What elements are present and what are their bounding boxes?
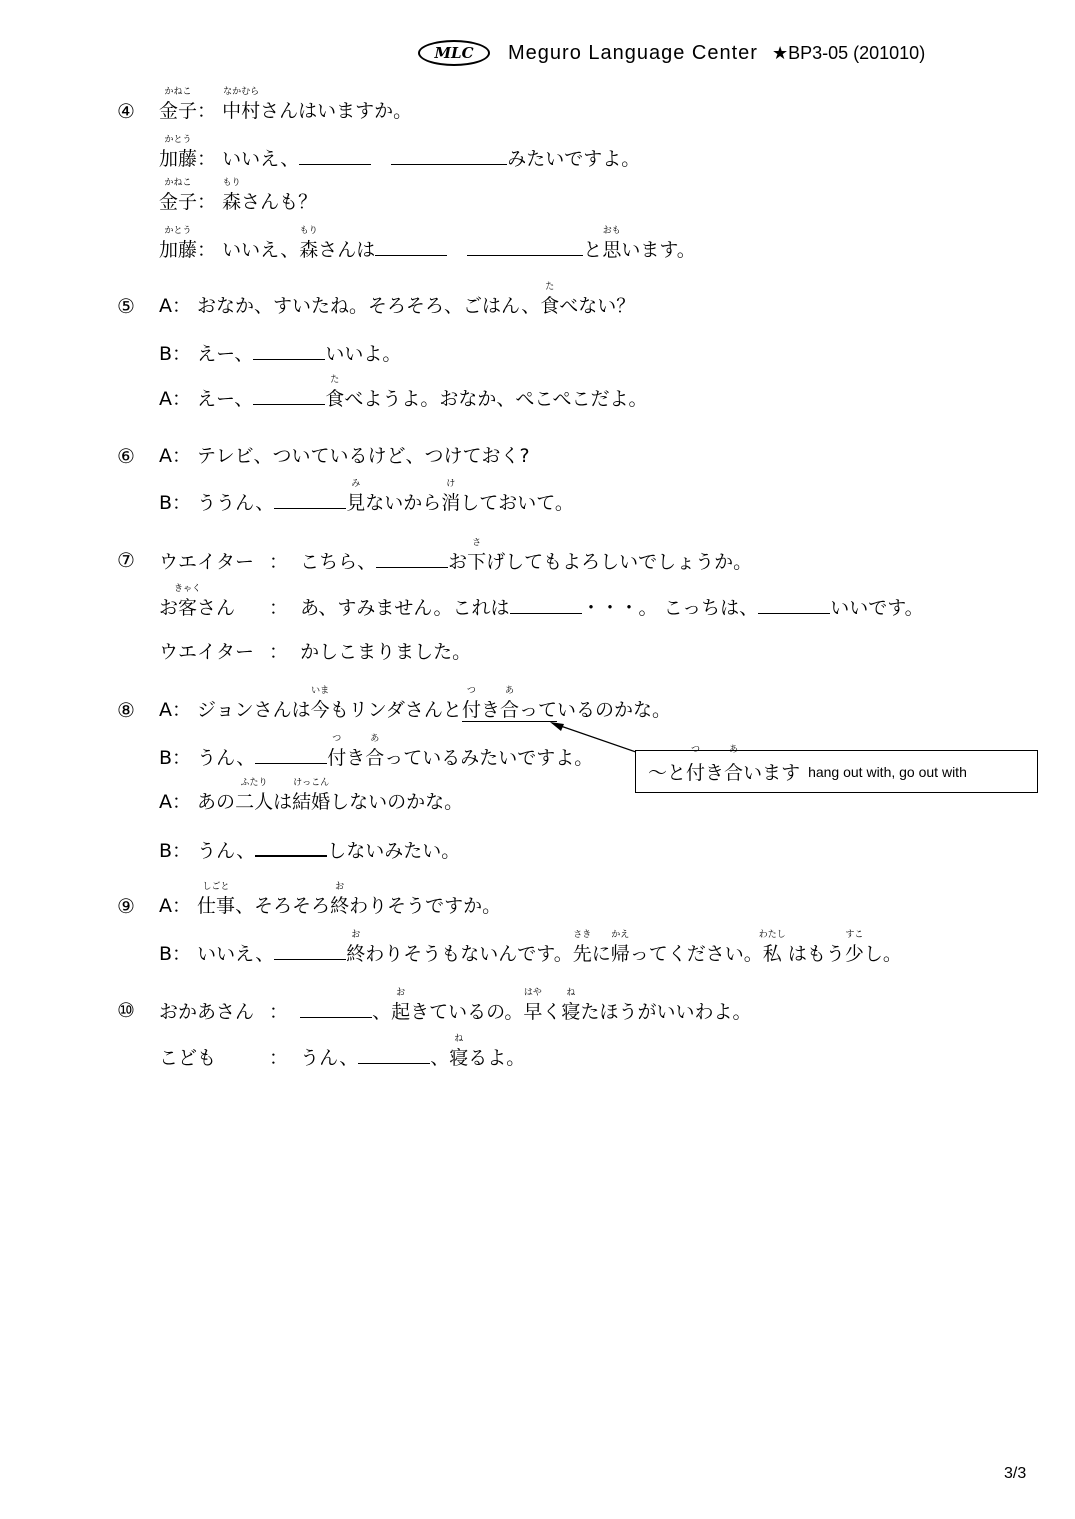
ruby-word: 少 すこ [844,930,864,965]
ruby-word: 二人 ふたり [235,778,274,813]
q4-line2: 加藤 かとう ： いいえ、 みたいですよ。 [159,135,641,170]
q5-line2: B： えー、 いいよ。 [159,343,402,365]
ruby-word: 森 もり [299,226,319,261]
ruby-word: 寝 ね [449,1034,469,1069]
vocab-note-box: ～と付 つ き合 あ います hang out with, go out with [635,750,1038,793]
org-name: Meguro Language Center [508,41,758,64]
ruby-word: 客 きゃく [174,584,202,619]
ruby-word: 森 もり [222,178,242,213]
answer-blank[interactable] [300,999,372,1018]
ruby-word: 合 あ [365,734,385,769]
answer-blank[interactable] [358,1045,430,1064]
q7-number: ⑦ [117,548,135,572]
ruby-word: 金子 かねこ [159,87,198,122]
ruby-word: 見 み [346,479,366,514]
ruby-word: 付 つ [327,734,347,769]
ruby-word: 食 た [325,375,345,410]
doc-code: ★BP3-05 (201010) [771,42,926,63]
q9-line1: A： 仕事 しごと 、そろそろ終 お わりそうですか。 [159,882,502,917]
q4-line1: 金子 かねこ ： 中村 なかむら さんはいますか。 [159,87,413,122]
ruby-word: 消 け [441,479,461,514]
q6-number: ⑥ [117,444,135,468]
q4-line4: 加藤 かとう ： いいえ、森 もり さんは と思 おも います。 [159,226,696,261]
note-translation: hang out with, go out with [808,763,967,780]
ruby-word: 早 はや [523,988,543,1023]
q4-number: ④ [117,99,135,123]
q4-line3: 金子 かねこ ： 森 もり さんも？ [159,178,318,213]
q8-line3: A： あの二人 ふたり は結婚 けっこん しないのかな。 [159,778,464,813]
mlc-logo: MLC [418,40,490,66]
ruby-word: 起 お [391,988,411,1023]
q8-line2: B： うん、 付 つ き合 あ っているみたいですよ。 [159,734,594,769]
ruby-word: 終 お [346,930,366,965]
q10-line1: おかあさん ： 、起 お きているの。早 はや く寝 ね たほうがいいわよ。 [159,988,752,1023]
ruby-word: 寝 ね [561,988,581,1023]
q7-line1: ウエイター ： こちら、 お下 さ げしてもよろしいでしょうか。 [159,538,753,573]
ruby-word: 金子 かねこ [159,178,198,213]
ruby-word: 帰 かえ [610,930,630,965]
q10-number: ⑩ [117,998,135,1022]
ruby-word: 食 た [540,282,560,317]
q8-line1: A： ジョンさんは今 いま もリンダさんと付 つ き合 あ っているのかな。 [159,686,672,721]
ruby-word: 仕事 しごと [197,882,236,917]
q7-line3: ウエイター ： かしこまりました。 [159,641,472,663]
q9-line2: B： いいえ、 終 お わりそうもないんです。先 さき に帰 かえ ってください。私 わたし はもう少 すこ し。 [159,930,902,965]
q7-line2: お客 きゃく さん ： あ、すみません。これは ・・・。 こっちは、 いいです。 [159,584,924,619]
ruby-word: 加藤 かとう [159,135,198,170]
ruby-word: 先 さき [572,930,592,965]
q8-number: ⑧ [117,698,135,722]
ruby-word: 中村 なかむら [222,87,261,122]
q5-line1: A： おなか、すいたね。そろそろ、ごはん、食 た べない？ [159,282,636,317]
ruby-word: 下 さ [467,538,487,573]
underlined-phrase: 付 つ き合 あ って [461,686,557,721]
q5-number: ⑤ [117,294,135,318]
answer-blank[interactable] [274,941,346,960]
page-number: 3/3 [1004,1465,1027,1482]
q6-line2: B： ううん、 見 み ないから消 け しておいて。 [159,479,574,514]
ruby-word: 私 わたし [758,930,786,965]
ruby-word: 思 おも [602,226,622,261]
q8-line4: B： うん、 しないみたい。 [159,837,460,862]
ruby-word: 今 いま [310,686,330,721]
q10-line2: こども ： うん、 、寝 ね るよ。 [159,1034,526,1069]
q9-number: ⑨ [117,894,135,918]
ruby-word: 加藤 かとう [159,226,198,261]
q6-line1: A： テレビ、ついているけど、つけておく? [159,445,530,467]
ruby-word: 終 お [330,882,350,917]
ruby-word: 結婚 けっこん [292,778,331,813]
q5-line3: A： えー、 食 た べようよ。おなか、ぺこぺこだよ。 [159,375,648,410]
